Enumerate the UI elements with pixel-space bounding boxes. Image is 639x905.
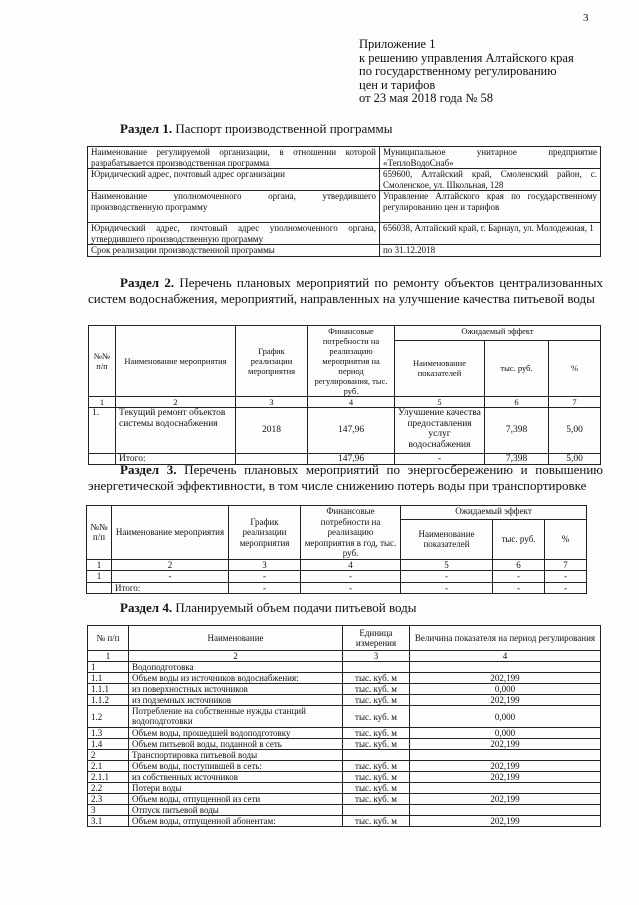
column-number-row [89, 397, 601, 408]
row-unit [343, 662, 410, 673]
table-row [88, 673, 601, 684]
water-volume-table [87, 625, 601, 827]
total-label: Итого: [116, 454, 236, 465]
table-row [88, 728, 601, 739]
table-row [88, 662, 601, 673]
row-value: 202,199 [410, 816, 601, 827]
header-finance: Финансовые потребности на реализацию мероприятия на период регулирования, тыс. руб. [308, 326, 395, 397]
total-percent: 5,00 [549, 454, 601, 465]
row-finance: 147,96 [308, 408, 395, 454]
table-row [88, 684, 601, 695]
row-name: Отпуск питьевой воды [129, 805, 343, 816]
table-row [89, 408, 601, 454]
row-name: Объем воды из источников водоснабжения: [129, 673, 343, 684]
table-row [88, 245, 601, 257]
passport-label: Наименование регулируемой организации, в отношении которой разрабатывается производственная программа [88, 147, 380, 169]
row-unit: тыс. куб. м [343, 673, 410, 684]
row-value: 0,000 [410, 706, 601, 728]
row-value: 202,199 [410, 673, 601, 684]
total-row [87, 582, 587, 594]
row-name: Транспортировка питьевой воды [129, 750, 343, 761]
passport-value: 659600, Алтайский край, Смоленский район, с. Смоленское, ул. Школьная, 128 [380, 169, 601, 191]
row-thousand: - [493, 571, 545, 583]
section4-title-bold: Раздел 4. [120, 600, 173, 615]
row-unit: тыс. куб. м [343, 783, 410, 794]
row-value: 202,199 [410, 695, 601, 706]
col-number: 3 [236, 397, 308, 408]
col-number: 4 [308, 397, 395, 408]
table-row [88, 783, 601, 794]
col-number: 3 [343, 651, 410, 662]
header-value: Величина показателя на период регулирования [410, 626, 601, 651]
row-percent: - [545, 571, 587, 583]
col-number: 2 [129, 651, 343, 662]
section3-title [88, 462, 603, 494]
passport-value: Управление Алтайского края по государственному регулированию цен и тарифов [380, 191, 601, 223]
header-name: Наименование [129, 626, 343, 651]
row-unit: тыс. куб. м [343, 728, 410, 739]
section1-title-rest: Паспорт производственной программы [172, 121, 393, 136]
table-row [88, 805, 601, 816]
row-name: - [112, 571, 229, 583]
row-name: Объем воды, отпущенной абонентам: [129, 816, 343, 827]
passport-label: Юридический адрес, почтовый адрес уполномоченного органа, утвердившего производственную программу [88, 223, 380, 245]
header-finance: Финансовые потребности на реализацию мероприятия в год, тыс. руб. [301, 506, 401, 560]
total-finance: - [301, 582, 401, 594]
header-indicator: Наименование показателей [395, 340, 485, 396]
col-number: 5 [401, 559, 493, 571]
passport-label: Юридический адрес, почтовый адрес организации [88, 169, 380, 191]
energy-measures-table [86, 505, 587, 594]
row-value [410, 750, 601, 761]
col-number: 6 [485, 397, 549, 408]
row-schedule: - [229, 571, 301, 583]
row-num: 1. [89, 408, 116, 454]
table-header-row [87, 506, 587, 520]
table-row [88, 816, 601, 827]
row-value: 0,000 [410, 684, 601, 695]
row-unit [343, 805, 410, 816]
appendix-line: Приложение 1 [359, 37, 436, 51]
table-row [88, 739, 601, 750]
col-number: 1 [87, 559, 112, 571]
row-unit: тыс. куб. м [343, 695, 410, 706]
row-unit: тыс. куб. м [343, 794, 410, 805]
row-unit: тыс. куб. м [343, 772, 410, 783]
col-number: 5 [395, 397, 485, 408]
col-number: 2 [112, 559, 229, 571]
section3-title-rest: Перечень плановых мероприятий по энергосбережению и повышению энергетической эффективности, в том числе снижению потерь воды при транспортировке [88, 462, 603, 493]
row-schedule: 2018 [236, 408, 308, 454]
total-finance: 147,96 [308, 454, 395, 465]
appendix-line: от 23 мая 2018 года № 58 [359, 91, 493, 105]
header-num: № п/п [88, 626, 129, 651]
table-header-row [88, 626, 601, 651]
row-num: 3.1 [88, 816, 129, 827]
passport-table [87, 146, 601, 257]
total-schedule: - [229, 582, 301, 594]
row-name: Объем питьевой воды, поданной в сеть [129, 739, 343, 750]
row-num: 1.4 [88, 739, 129, 750]
header-effect: Ожидаемый эффект [401, 506, 587, 520]
appendix-line: цен и тарифов [359, 77, 436, 92]
table-row [88, 706, 601, 728]
header-indicator: Наименование показателей [401, 519, 493, 559]
col-number: 7 [545, 559, 587, 571]
row-num: 2.1.1 [88, 772, 129, 783]
total-label: Итого: [112, 582, 229, 594]
table-row [88, 169, 601, 191]
column-number-row [88, 651, 601, 662]
col-number: 4 [301, 559, 401, 571]
row-indicator: Улучшение качества предоставления услуг водоснабжения [395, 408, 485, 454]
row-percent: 5,00 [549, 408, 601, 454]
appendix-line: по государственному регулированию [359, 64, 557, 78]
passport-value: по 31.12.2018 [380, 245, 601, 257]
header-schedule: График реализации мероприятия [229, 506, 301, 560]
passport-label: Наименование уполномоченного органа, утвердившего производственную программу [88, 191, 380, 223]
col-number: 3 [229, 559, 301, 571]
row-num: 1 [87, 571, 112, 583]
row-num: 1.1.1 [88, 684, 129, 695]
row-name: из собственных источников [129, 772, 343, 783]
row-value [410, 662, 601, 673]
row-unit: тыс. куб. м [343, 684, 410, 695]
section2-title [88, 275, 603, 307]
total-indicator: - [395, 454, 485, 465]
column-number-row [87, 559, 587, 571]
row-num: 3 [88, 805, 129, 816]
header-effect: Ожидаемый эффект [395, 326, 601, 341]
table-row [88, 695, 601, 706]
header-thousand: тыс. руб. [493, 519, 545, 559]
row-indicator: - [401, 571, 493, 583]
appendix-header [359, 38, 574, 106]
section1-title [120, 121, 392, 137]
row-value [410, 783, 601, 794]
row-value: 202,199 [410, 794, 601, 805]
section3-title-bold: Раздел 3. [120, 462, 177, 477]
row-value: 202,199 [410, 761, 601, 772]
col-number: 1 [89, 397, 116, 408]
total-thousand: 7,398 [485, 454, 549, 465]
appendix-line: к решению управления Алтайского края [359, 50, 574, 65]
row-unit: тыс. куб. м [343, 761, 410, 772]
row-name: из поверхностных источников [129, 684, 343, 695]
row-finance: - [301, 571, 401, 583]
row-num: 1.1.2 [88, 695, 129, 706]
row-value: 202,199 [410, 772, 601, 783]
col-number: 4 [410, 651, 601, 662]
col-number: 2 [116, 397, 236, 408]
row-num: 1 [88, 662, 129, 673]
row-unit: тыс. куб. м [343, 739, 410, 750]
section2-title-bold: Раздел 2. [120, 275, 175, 290]
header-percent: % [545, 519, 587, 559]
header-num: №№ п/п [89, 326, 116, 397]
header-unit: Единица измерения [343, 626, 410, 651]
row-name: Объем воды, поступившей в сеть: [129, 761, 343, 772]
table-header-row [89, 326, 601, 341]
row-value [410, 805, 601, 816]
row-name: Объем воды, отпущенной из сети [129, 794, 343, 805]
row-thousand: 7,398 [485, 408, 549, 454]
total-percent: - [545, 582, 587, 594]
passport-value: Муниципальное унитарное предприятие «ТеплоВодоСнаб» [380, 147, 601, 169]
row-name: Текущий ремонт объектов системы водоснабжения [116, 408, 236, 454]
passport-label: Срок реализации производственной программы [88, 245, 380, 257]
total-indicator: - [401, 582, 493, 594]
row-name: из подземных источников [129, 695, 343, 706]
section4-title-rest: Планируемый объем подачи питьевой воды [172, 600, 417, 615]
table-row [88, 223, 601, 245]
row-name: Водоподготовка [129, 662, 343, 673]
col-number: 6 [493, 559, 545, 571]
header-thousand: тыс. руб. [485, 340, 549, 396]
row-num: 1.2 [88, 706, 129, 728]
row-name: Потребление на собственные нужды станций водоподготовки [129, 706, 343, 728]
row-value: 0,000 [410, 728, 601, 739]
row-name: Объем воды, прошедшей водоподготовку [129, 728, 343, 739]
repair-measures-table [88, 325, 601, 465]
passport-value: 656038, Алтайский край, г. Барнаул, ул. Молодежная, 1 [380, 223, 601, 245]
row-num: 2 [88, 750, 129, 761]
table-row [87, 571, 587, 583]
header-name: Наименование мероприятия [112, 506, 229, 560]
header-num: №№ п/п [87, 506, 112, 560]
row-name: Потери воды [129, 783, 343, 794]
section4-title [120, 600, 417, 616]
table-row [88, 147, 601, 169]
section2-title-rest: Перечень плановых мероприятий по ремонту объектов централизованных систем водоснабжения, мероприятий, направленных на улучшение качества питьевой воды [88, 275, 603, 306]
table-row [88, 772, 601, 783]
table-row [88, 761, 601, 772]
table-row [88, 191, 601, 223]
row-unit: тыс. куб. м [343, 706, 410, 728]
row-unit: тыс. куб. м [343, 816, 410, 827]
row-num: 2.3 [88, 794, 129, 805]
col-number: 7 [549, 397, 601, 408]
table-row [88, 750, 601, 761]
row-num: 2.1 [88, 761, 129, 772]
page-number: 3 [583, 12, 589, 24]
header-percent: % [549, 340, 601, 396]
row-num: 1.1 [88, 673, 129, 684]
section1-title-bold: Раздел 1. [120, 121, 173, 136]
header-name: Наименование мероприятия [116, 326, 236, 397]
col-number: 1 [88, 651, 129, 662]
table-row [88, 794, 601, 805]
row-unit [343, 750, 410, 761]
row-value: 202,199 [410, 739, 601, 750]
total-thousand: - [493, 582, 545, 594]
row-num: 1.3 [88, 728, 129, 739]
row-num: 2.2 [88, 783, 129, 794]
row-num [87, 582, 112, 594]
header-schedule: График реализации мероприятия [236, 326, 308, 397]
